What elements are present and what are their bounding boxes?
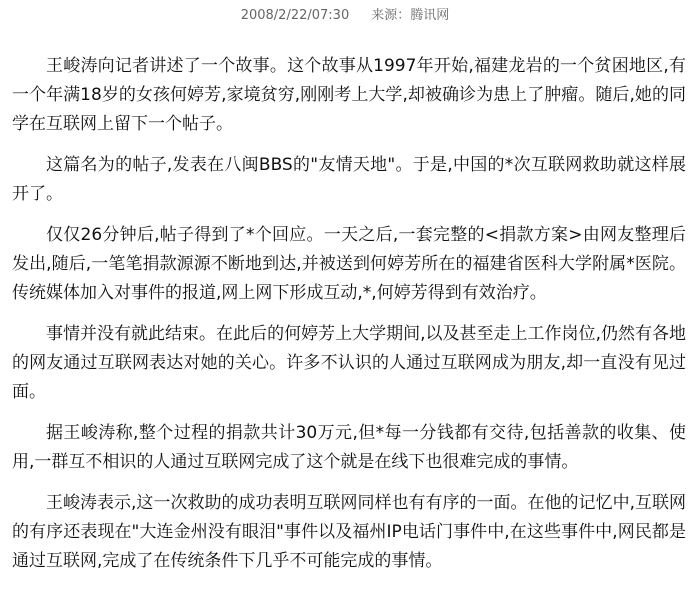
article-paragraph-6: 王峻涛表示,这一次救助的成功表明互联网同样也有有序的一面。在他的记忆中,互联网的有序还表现在"大连金州没有眼泪"事件以及福州IP电话门事件中,在这些事件中,网民都是通过互联网,完成了在传统条件下几乎不可能完成的事情。 [12, 493, 686, 571]
source-name: 腾讯网 [410, 8, 450, 23]
article-paragraph-1: 王峻涛向记者讲述了一个故事。这个故事从1997年开始,福建龙岩的一个贫困地区,有一个年满18岁的女孩何婷芳,家境贫穷,刚刚考上大学,却被确诊为患上了肿瘤。随后,她的同学在互联网上留下一个帖子。 [12, 56, 686, 134]
article-meta [0, 6, 690, 26]
publish-date: 2008/2/22/07:30 [240, 8, 350, 23]
article-paragraph-4: 事情并没有就此结束。在此后的何婷芳上大学期间,以及甚至走上工作岗位,仍然有各地的网友通过互联网表达对她的关心。许多不认识的人通过互联网成为朋友,却一直没有见过面。 [12, 324, 686, 402]
article-body [12, 52, 686, 588]
article-paragraph-3: 仅仅26分钟后,帖子得到了*个回应。一天之后,一套完整的<捐款方案>由网友整理后发出,随后,一笔笔捐款源源不断地到达,并被送到何婷芳所在的福建省医科大学附属*医院。传统媒体加入对事件的报道,网上网下形成互动,*,何婷芳得到有效治疗。 [12, 225, 686, 303]
article-paragraph-2: 这篇名为的帖子,发表在八闽BBS的"友情天地"。于是,中国的*次互联网救助就这样展开了。 [12, 155, 686, 204]
source-label: 来源： [371, 8, 411, 23]
article-paragraph-5: 据王峻涛称,整个过程的捐款共计30万元,但*每一分钱都有交待,包括善款的收集、使用,一群互不相识的人通过互联网完成了这个就是在线下也很难完成的事情。 [12, 423, 686, 472]
